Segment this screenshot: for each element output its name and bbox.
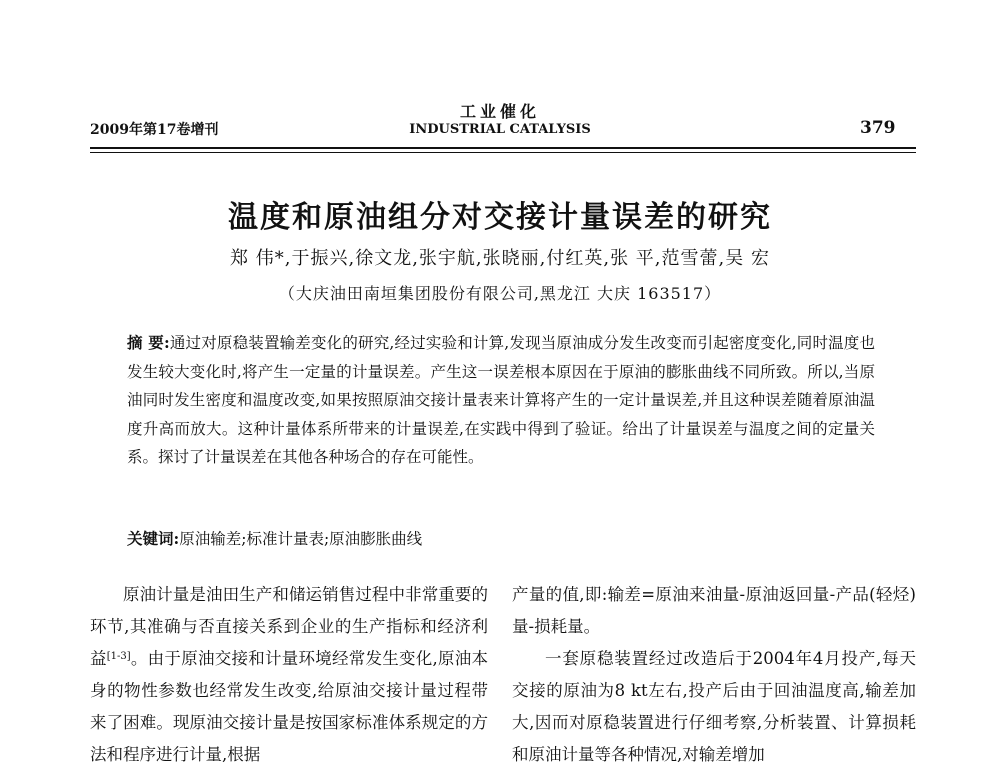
body-column-left [90,579,488,771]
header-rule-thick [90,147,916,149]
body-text: 原油计量是油田生产和储运销售过程中非常重要的环节,其准确与否直接关系到企业的生产指标和经济利益 [90,585,488,668]
abstract-text: 通过对原稳装置输差变化的研究,经过实验和计算,发现当原油成分发生改变而引起密度变化,同时温度也发生较大变化时,将产生一定量的计量误差。产生这一误差根本原因在于原油的膨胀曲线不同所致。所以,当原油同时发生密度和温度改变,如果按照原油交接计量表来计算将产生的一定计量误差,并且这种误差随着原油温度升高而放大。这种计量体系所带来的计量误差,在实践中得到了验证。给出了计量误差与温度之间的定量关系。探讨了计量误差在其他各种场合的存在可能性。 [127,334,875,466]
body-column-right [512,579,916,771]
journal-name [0,103,1000,139]
article-title: 温度和原油组分对交接计量误差的研究 [228,200,772,235]
journal-name-cn: 工业催化 [459,102,540,121]
affiliation: （大庆油田南垣集团股份有限公司,黑龙江 大庆 163517） [278,284,722,303]
abstract [127,329,875,472]
page-number: 379 [860,118,896,138]
keywords [127,527,875,549]
issue-label: 2009年第17卷增刊 [90,122,219,138]
keywords-label: 关键词: [127,529,180,548]
citation-ref: [1-3] [106,651,131,662]
keywords-text: 原油输差;标准计量表;原油膨胀曲线 [179,530,423,548]
author-list: 郑 伟*,于振兴,徐文龙,张宇航,张晓丽,付红英,张 平,范雪蕾,吴 宏 [230,248,770,269]
header-rule-thin [90,152,916,153]
body-text: 。由于原油交接和计量环境经常发生变化,原油本身的物性参数也经常发生改变,给原油交接计量过程带来了困难。现原油交接计量是按国家标准体系规定的方法和程序进行计量,根据 [90,649,489,764]
abstract-label: 摘 要: [127,333,170,352]
body-paragraph: 产量的值,即:输差=原油来油量-原油返回量-产品(轻烃)量-损耗量。 [512,585,916,636]
body-paragraph [90,579,488,771]
journal-name-en: INDUSTRIAL CATALYSIS [409,122,591,137]
body-paragraph: 一套原稳装置经过改造后于2004年4月投产,每天交接的原油为8 kt左右,投产后由于回油温度高,输差加大,因而对原稳装置进行仔细考察,分析装置、计算损耗和原油计量等各种情况,对输差增加 [512,649,916,764]
